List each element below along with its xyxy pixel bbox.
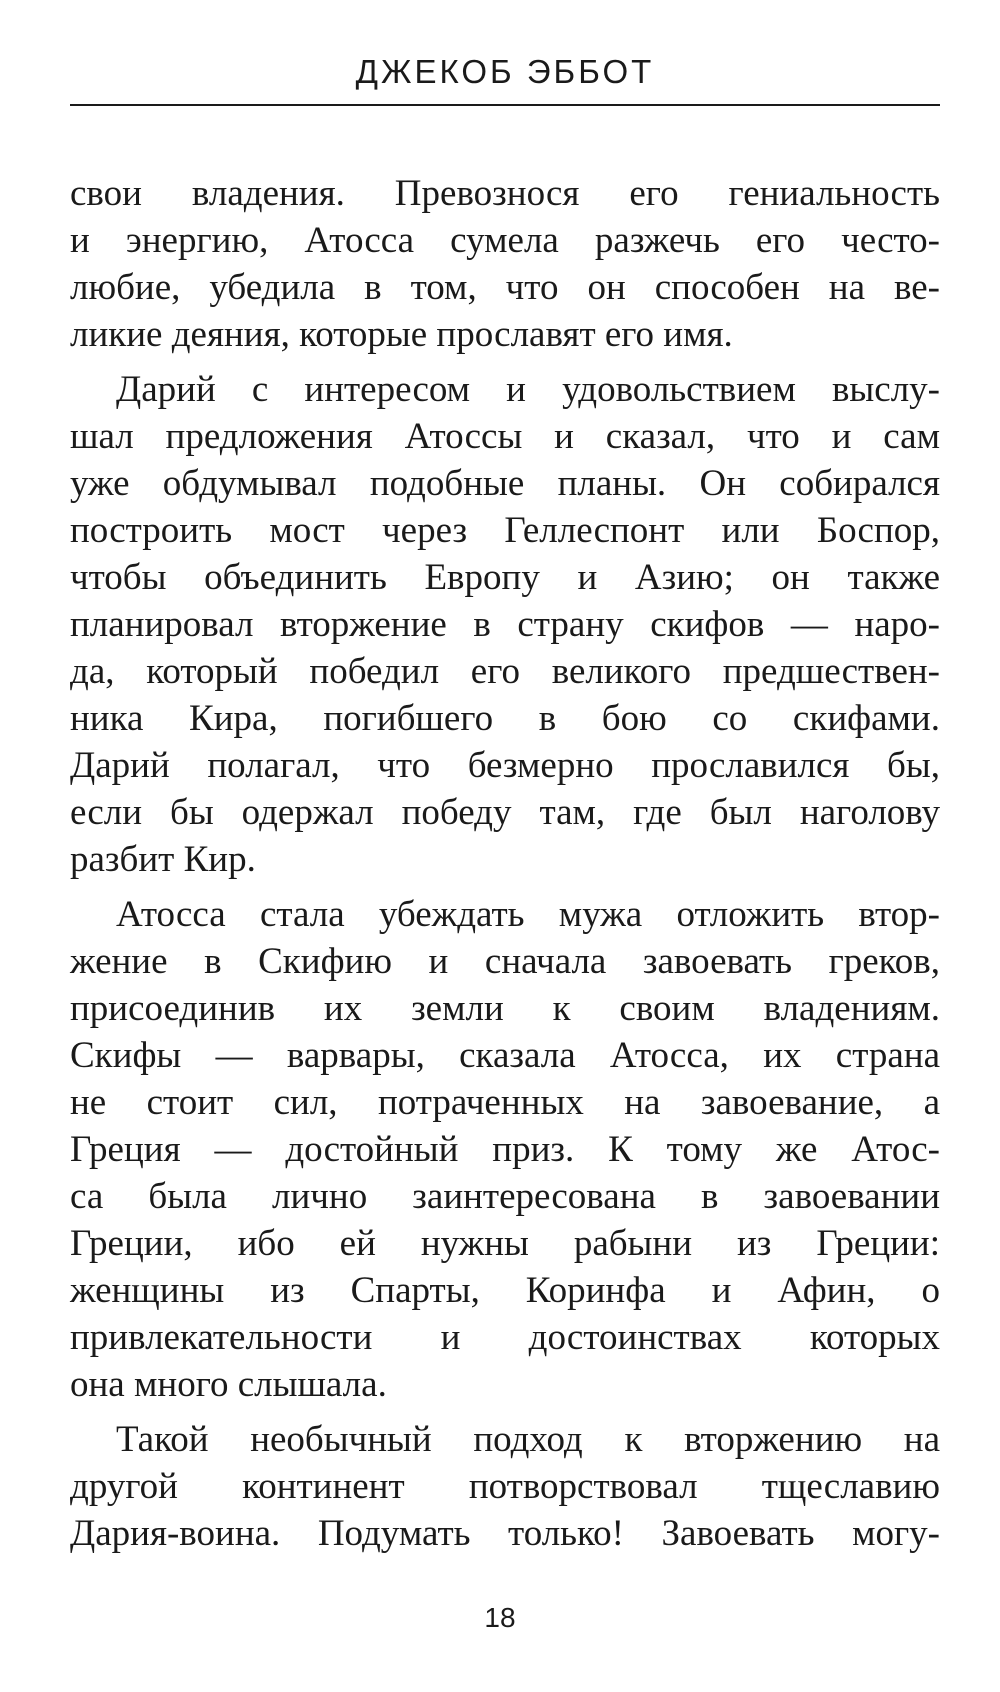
text-line: она много слышала. <box>70 1364 387 1405</box>
text-line: Греция — достойный приз. К тому же Атос- <box>70 1129 940 1170</box>
text-line: Греции, ибо ей нужны рабыни из Греции: <box>70 1223 940 1264</box>
paragraph-2 <box>70 366 940 883</box>
text-line: не стоит сил, потраченных на завоевание, а <box>70 1082 940 1123</box>
text-line: са была лично заинтересована в завоевании <box>70 1176 940 1217</box>
text-line: да, который победил его великого предшествен- <box>70 651 940 692</box>
text-line: Дария-воина. Подумать только! Завоевать могу- <box>70 1513 940 1554</box>
text-line: ликие деяния, которые прославят его имя. <box>70 314 733 355</box>
text-line: если бы одержал победу там, где был наголову <box>70 792 940 833</box>
text-line: ника Кира, погибшего в бою со скифами. <box>70 698 940 739</box>
text-line: и энергию, Атосса сумела разжечь его често- <box>70 220 940 261</box>
text-line: женщины из Спарты, Коринфа и Афин, о <box>70 1270 940 1311</box>
text-line: любие, убедила в том, что он способен на ве- <box>70 267 940 308</box>
text-line: свои владения. Превознося его гениальность <box>70 173 940 214</box>
text-line: Атосса стала убеждать мужа отложить втор- <box>116 894 940 935</box>
paragraph-1 <box>70 170 940 358</box>
text-line: другой континент потворствовал тщеславию <box>70 1466 940 1507</box>
page-number: 18 <box>484 1602 516 1633</box>
paragraph-3 <box>70 891 940 1408</box>
paragraph-4 <box>70 1416 940 1557</box>
text-line: Дарий с интересом и удовольствием выслу- <box>116 369 940 410</box>
text-line: планировал вторжение в страну скифов — наро- <box>70 604 940 645</box>
body-text <box>70 170 940 1565</box>
running-head-author: ДЖЕКОБ ЭББОТ <box>355 53 655 90</box>
text-line: жение в Скифию и сначала завоевать греков, <box>70 941 940 982</box>
text-line: уже обдумывал подобные планы. Он собирался <box>70 463 940 504</box>
text-line: разбит Кир. <box>70 839 256 880</box>
text-line: Такой необычный подход к вторжению на <box>116 1419 940 1460</box>
header-rule <box>70 104 940 106</box>
text-line: Скифы — варвары, сказала Атосса, их страна <box>70 1035 940 1076</box>
text-line: шал предложения Атоссы и сказал, что и сам <box>70 416 940 457</box>
text-line: построить мост через Геллеспонт или Боспор, <box>70 510 940 551</box>
text-line: Дарий полагал, что безмерно прославился бы, <box>70 745 940 786</box>
text-line: привлекательности и достоинствах которых <box>70 1317 940 1358</box>
text-line: присоединив их земли к своим владениям. <box>70 988 940 1029</box>
text-line: чтобы объединить Европу и Азию; он также <box>70 557 940 598</box>
